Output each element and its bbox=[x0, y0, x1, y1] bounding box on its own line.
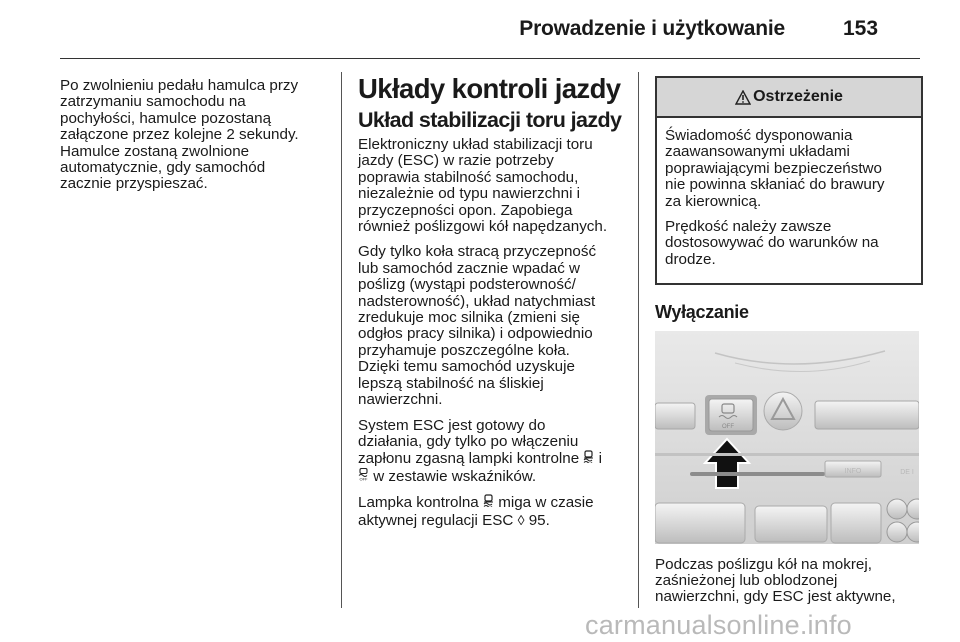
esc-off-lamp-icon bbox=[358, 468, 369, 485]
warning-body: Świadomość dysponowania zaawansowanymi układami poprawiającymi bezpieczeństwo nie powinna skłaniać do brawury za kierownicą. Prędkość należy zawsze dostosowywać do warunków na drodze. bbox=[665, 127, 885, 268]
column-middle bbox=[358, 73, 628, 538]
paragraph-disable: Podczas poślizgu kół na mokrej, zaśnieżonej lub oblodzonej nawierzchni, gdy ESC jest aktywne, bbox=[655, 555, 896, 606]
svg-text:OFF: OFF bbox=[359, 476, 368, 481]
column-divider-1 bbox=[341, 72, 342, 608]
lower-left-button bbox=[655, 503, 745, 543]
lower-center-button bbox=[755, 506, 827, 542]
round-button-top bbox=[887, 499, 907, 519]
dashboard-figure bbox=[655, 331, 919, 544]
watermark: carmanualsonline.info bbox=[585, 610, 852, 640]
column-left bbox=[60, 78, 330, 202]
esc-warning-lamp-icon bbox=[583, 450, 594, 467]
page-reference-link[interactable]: 95. bbox=[528, 511, 550, 529]
warning-title: Ostrzeżenie bbox=[753, 87, 843, 105]
eject-label: DE I bbox=[900, 468, 914, 476]
header-divider bbox=[60, 58, 920, 59]
column-right bbox=[655, 78, 923, 615]
round-button-bottom bbox=[887, 522, 907, 542]
subsection-heading-disable: Wyłączanie bbox=[655, 302, 749, 323]
paragraph-esc-intro: Elektroniczny układ stabilizacji toru jazdy (ESC) w razie potrzeby poprawia stabilność samochodu, niezależnie od typu nawierzchni i przyczepności opon. Zapobiega również poślizgowi kół napędzanych. bbox=[358, 136, 608, 236]
page-reference-icon: ◊ bbox=[517, 511, 525, 528]
cd-slot bbox=[690, 472, 825, 476]
paragraph-esc-lamp: Lampka kontrolna miga w czasie aktywnej regulacji ESC ◊ 95. bbox=[358, 494, 594, 529]
paragraph-esc-operation: Gdy tylko koła stracą przyczepność lub samochód zacznie wpadać w poślizg (wystąpi podsterowność/ nadsterowność), układ natychmiast zredukuje moc silnika (zmieni się odgłos pracy silnika) i odpowiednio przyhamuje poszczególne koła. Dzięki temu samochód uzyskuje lepszą stabilność na śliskiej nawierzchni. bbox=[358, 243, 597, 409]
info-button-label: INFO bbox=[844, 467, 862, 475]
page-number: 153 bbox=[843, 17, 879, 40]
left-button bbox=[655, 403, 695, 429]
paragraph-esc-ready: System ESC jest gotowy do działania, gdy tylko po włączeniu zapłonu zgasną lampki kontrolne i OFF w zestawie wskaźników. bbox=[358, 416, 603, 485]
column-divider-2 bbox=[638, 72, 639, 608]
right-button bbox=[815, 401, 919, 429]
warning-header bbox=[657, 78, 921, 118]
lower-right-button bbox=[831, 503, 881, 543]
esc-off-button-label: OFF bbox=[722, 423, 734, 430]
section-heading: Układy kontroli jazdy bbox=[358, 73, 621, 104]
esc-warning-lamp-icon bbox=[483, 494, 494, 511]
page-title: Prowadzenie i użytkowanie bbox=[519, 17, 785, 40]
subsection-heading: Układ stabilizacji toru jazdy bbox=[358, 108, 622, 132]
paragraph-hill-hold: Po zwolnieniu pedału hamulca przy zatrzymaniu samochodu na pochyłości, hamulce pozostaną załączone przez kolejne 2 sekundy. Hamulce zostaną zwolnione automatycznie, gdy samochód zacznie przyspieszać. bbox=[60, 77, 299, 193]
warning-box bbox=[655, 76, 923, 285]
warning-triangle-icon bbox=[735, 90, 751, 105]
